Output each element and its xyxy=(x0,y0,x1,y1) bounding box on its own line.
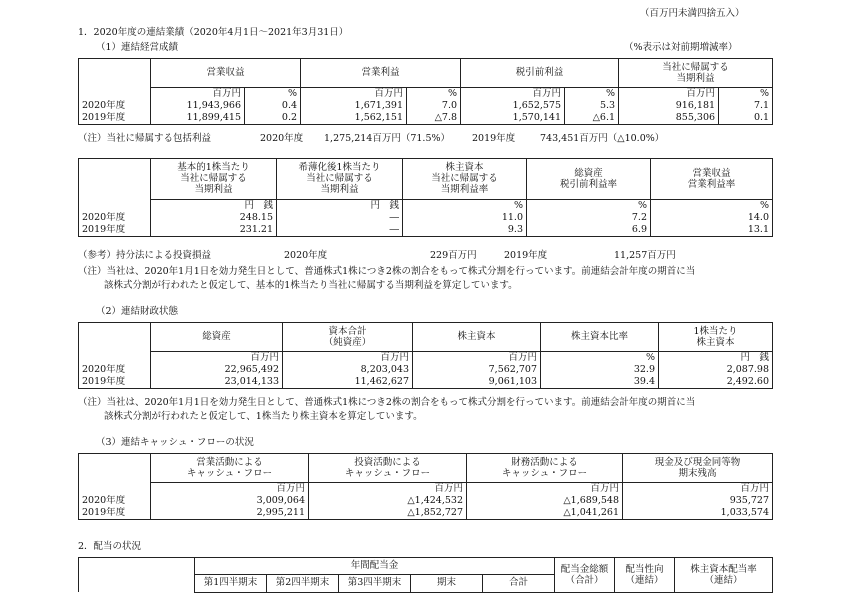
section2-title: 2．配当の状況 xyxy=(78,541,142,552)
header-investing-cf: 投資活動による キャッシュ・フロー xyxy=(309,454,467,483)
comprehensive-income-note: （注）当社に帰属する包括利益 xyxy=(78,133,212,144)
header-diluted-eps: 希薄化後1株当たり 当社に帰属する 当期利益 xyxy=(277,159,403,200)
header-shareholders-equity: 株主資本 xyxy=(413,323,541,352)
header-operating-revenue: 営業収益 xyxy=(151,59,301,88)
financial-position-table: 総資産 資本合計 （純資産） 株主資本 株主資本比率 1株当たり 株主資本 百万円 百万円 百万円 % 円 銭 2020年度 22,965,492 8,203,043 7,562,707 32.9 2,087.98 2019年度 23,014,133 11,462,627 9,061,103 39.4 2,492.60 xyxy=(78,322,773,389)
unit-cell: % xyxy=(565,88,619,101)
header-operating-margin: 営業収益 営業利益率 xyxy=(651,159,773,200)
operating-results-table xyxy=(78,58,773,125)
subsection1-title: （1）連結経営成績 xyxy=(96,42,179,53)
table-row: 2019年度 23,014,133 11,462,627 9,061,103 39.4 2,492.60 xyxy=(79,376,773,389)
change-rate-note: （%表示は対前期増減率） xyxy=(624,42,738,53)
unit-cell: % xyxy=(719,88,773,101)
header-payout-ratio: 配当性向 （連結） xyxy=(615,558,675,593)
unit-cell: 百万円 xyxy=(301,88,407,101)
header-total-equity: 資本合計 （純資産） xyxy=(283,323,413,352)
table-row: 2020年度 11,943,966 0.4 1,671,391 7.0 1,652,575 5.3 916,181 7.1 xyxy=(79,100,773,112)
dividends-table xyxy=(78,557,773,593)
header-roa: 総資産 税引前利益率 xyxy=(527,159,651,200)
header-annual-dividends: 年間配当金 xyxy=(195,558,555,575)
table-row: 2019年度 11,899,415 0.2 1,562,151 △7.8 1,570,141 △6.1 855,306 0.1 xyxy=(79,112,773,125)
bps-note-1: （注）当社は、2020年1月1日を効力発生日として、普通株式1株につき2株の割合をもって株式分割を行っています。前連結会計年度の期首に当 xyxy=(78,397,696,408)
table-row: 2020年度 3,009,064 △1,424,532 △1,689,548 935,727 xyxy=(79,495,773,507)
unit-cell: % xyxy=(245,88,301,101)
subsection2-title: （2）連結財政状態 xyxy=(96,306,179,317)
header-net-income: 当社に帰属する 当期利益 xyxy=(619,59,773,88)
section1-title: 1．2020年度の連結業績（2020年4月1日～2021年3月31日） xyxy=(78,27,349,38)
header-q3: 第3四半期末 xyxy=(339,575,411,592)
header-pretax-income: 税引前利益 xyxy=(461,59,619,88)
stock-split-note-1: （注）当社は、2020年1月1日を効力発生日として、普通株式1株につき2株の割合をもって株式分割を行っています。前連結会計年度の期首に当 xyxy=(78,266,696,277)
header-financing-cf: 財務活動による キャッシュ・フロー xyxy=(467,454,623,483)
unit-cell: 百万円 xyxy=(461,88,565,101)
header-operating-cf: 営業活動による キャッシュ・フロー xyxy=(151,454,309,483)
header-roe: 株主資本 当社に帰属する 当期利益率 xyxy=(403,159,527,200)
table-row: 2019年度 231.21 ― 9.3 6.9 13.1 xyxy=(79,224,773,237)
unit-cell: 百万円 xyxy=(151,88,245,101)
header-basic-eps: 基本的1株当たり 当社に帰属する 当期利益 xyxy=(151,159,277,200)
table-row: 2020年度 248.15 ― 11.0 7.2 14.0 xyxy=(79,212,773,224)
header-year-end: 期末 xyxy=(411,575,483,592)
unit-cell: 百万円 xyxy=(619,88,719,101)
row-label: 2019年度 xyxy=(79,112,151,125)
subsection3-title: （3）連結キャッシュ・フローの状況 xyxy=(96,437,254,448)
rounding-note: （百万円未満四捨五入） xyxy=(640,8,745,19)
header-equity-ratio: 株主資本比率 xyxy=(541,323,659,352)
header-total-dividends: 配当金総額 （合計） xyxy=(555,558,615,593)
header-bps: 1株当たり 株主資本 xyxy=(659,323,773,352)
header-operating-income: 営業利益 xyxy=(301,59,461,88)
document-page: （百万円未満四捨五入） 1．2020年度の連結業績（2020年4月1日～2021年3月31日） （1）連結経営成績 （%表示は対前期増減率） 営業収益 営業利益 税引前利益 当社に帰属する 当期利益 百万円 % 百万円 % 百万円 % 百万円 % 2020年度 11,943,966 0.4 1,671,391 7.0 1,652,575 5.3 916,181 7.1 2019年度 11,899,415 0.2 1,562,151 △7.8 1,570,141 △6.1 855,306 0.1 （注）当社に帰属する包括利益 2020年度 1,275,214百万円（71.5%） 2019年度 743,451百万円（△10.0%） 基本的1株当たり 当社に帰属する 当期利益 希薄化後1株当たり 当社に帰属する 当期利益 株主資本 当社に帰属する 当期利益率 総資産 税引前利益率 営業収益 営業利益率 円 銭 円 銭 % % % 2020年度 248.15 ― 11.0 7.2 14.0 2019年度 231.21 ― 9.3 6.9 13.1 （参考）持分法による投資損益 2020年度 229百万円 2019年度 11,257百万円 （注）当社は、2020年1月1日を効力発生日として、普通株式1株につき2株の割合をもって株式分割を行っています。前連結会計年度の期首に当 該株式分割が行われたと仮定して、基本的1株当たり当社に帰属する当期利益を算定しています。 （2）連結財政状態 総資産 資本合計 （純資産） 株主資本 株主資本比率 1株当たり 株主資本 百万円 百万円 百万円 % 円 銭 2020年度 22,965,492 8,203,043 7,562,707 32.9 2,087.98 2019年度 23,014,133 11,462,627 9,061,103 39.4 2,492.60 （注）当社は、2020年1月1日を効力発生日として、普通株式1株につき2株の割合をもって株式分割を行っています。前連結会計年度の期首に当 該株式分割が行われたと仮定して、1株当たり株主資本を算定しています。 （3）連結キャッシュ・フローの状況 営業活動による キャッシュ・フロー 投資活動による キャッシュ・フロー 財務活動による キャッシュ・フロー 現金及び現金同等物 期末残高 百万円 百万円 百万円 百万円 2020年度 3,009,064 △1,424,532 △1,689,548 935,727 2019年度 2,995,211 △1,852,727 △1,041,261 1,033,574 2．配当の状況 年間配当金 配当金総額 （合計） 配当性向 （連結） 株主資本配当率 （連結） 第1四半期末 第2四半期末 第3四半期末 期末 合計 xyxy=(0,0,848,600)
per-share-ratios-table: 基本的1株当たり 当社に帰属する 当期利益 希薄化後1株当たり 当社に帰属する 当期利益 株主資本 当社に帰属する 当期利益率 総資産 税引前利益率 営業収益 営業利益率 円 銭 円 銭 % % % 2020年度 248.15 ― 11.0 7.2 14.0 2019年度 231.21 ― 9.3 6.9 13.1 xyxy=(78,158,773,237)
unit-cell: % xyxy=(407,88,461,101)
cash-flow-table: 営業活動による キャッシュ・フロー 投資活動による キャッシュ・フロー 財務活動による キャッシュ・フロー 現金及び現金同等物 期末残高 百万円 百万円 百万円 百万円 2020年度 3,009,064 △1,424,532 △1,689,548 935,727 2019年度 2,995,211 △1,852,727 △1,041,261 1,033,574 xyxy=(78,453,773,520)
row-label: 2020年度 xyxy=(79,100,151,112)
equity-method-ref: （参考）持分法による投資損益 xyxy=(78,250,212,261)
bps-note-2: 該株式分割が行われたと仮定して、1株当たり株主資本を算定しています。 xyxy=(104,411,423,422)
table-row: 2020年度 22,965,492 8,203,043 7,562,707 32.9 2,087.98 xyxy=(79,364,773,376)
header-doe: 株主資本配当率 （連結） xyxy=(675,558,773,593)
header-total: 合計 xyxy=(483,575,555,592)
corner-cell xyxy=(79,59,151,88)
header-total-assets: 総資産 xyxy=(151,323,283,352)
header-q2: 第2四半期末 xyxy=(267,575,339,592)
table-row: 2019年度 2,995,211 △1,852,727 △1,041,261 1,033,574 xyxy=(79,507,773,520)
stock-split-note-2: 該株式分割が行われたと仮定して、基本的1株当たり当社に帰属する当期利益を算定しています。 xyxy=(104,280,518,291)
header-q1: 第1四半期末 xyxy=(195,575,267,592)
header-cash-end: 現金及び現金同等物 期末残高 xyxy=(623,454,773,483)
